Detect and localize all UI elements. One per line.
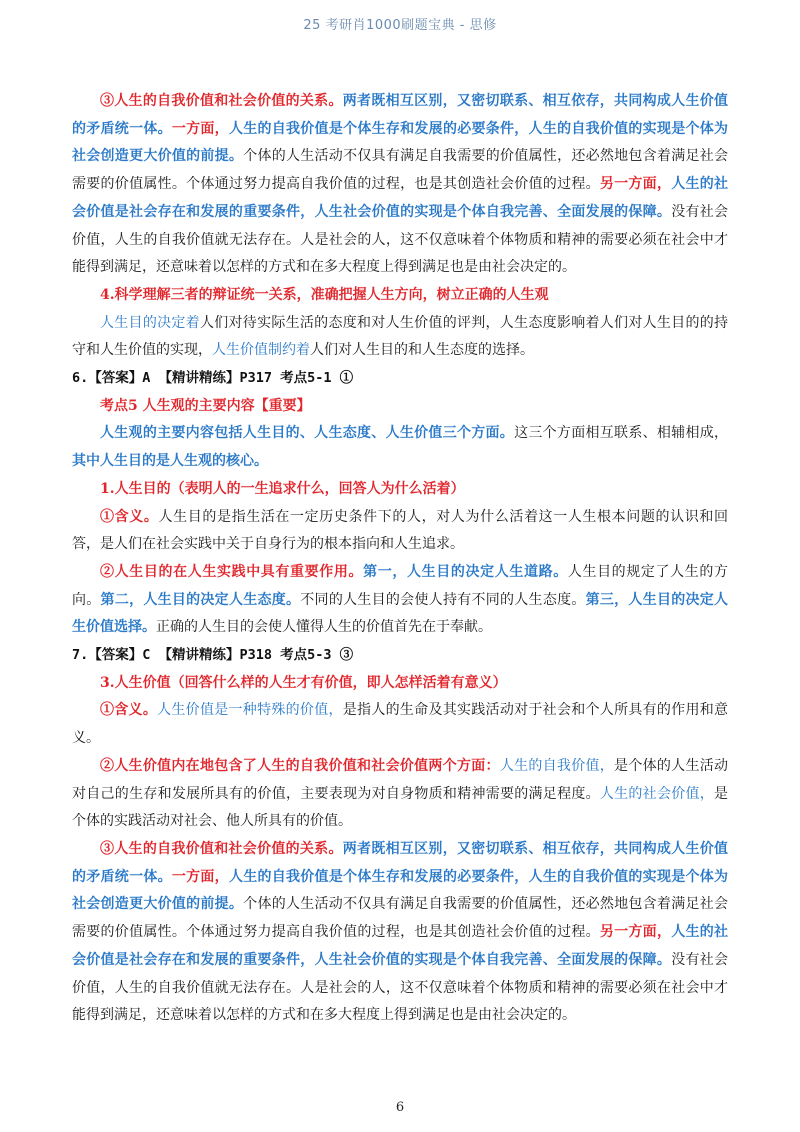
body-text: 是个体的实践活动对社会、他人所具有的价值。 bbox=[72, 785, 729, 830]
emphasis-text: 两者既相互区别，又密切联系、相互依存，共同构成人生价值的矛盾统一体。 bbox=[72, 840, 729, 885]
point-label: ②人生价值内在地包含了人生的自我价值和社会价值两个方面： bbox=[100, 757, 500, 774]
paragraph-purpose-role bbox=[72, 559, 728, 642]
point-label: 另一方面， bbox=[599, 924, 672, 941]
body-text: 正确的人生目的会使人懂得人生的价值首先在于奉献。 bbox=[156, 619, 492, 636]
emphasis-text: 人生的自我价值是个体生存和发展的必要条件，人生的自我价值的实现是个体为社会创造更大价值的前提。 bbox=[72, 120, 729, 165]
emphasis-text: 人生价值制约着 bbox=[212, 342, 310, 359]
body-text: 没有社会价值，人生的自我价值就无法存在。人是社会的人，这不仅意味着个体物质和精神的需要必须在社会中才能得到满足，还意味着以怎样的方式和在多大程度上得到满足也是由社会决定的。 bbox=[72, 203, 729, 276]
page-number: 6 bbox=[395, 1100, 405, 1115]
paragraph-value-two-aspects bbox=[72, 753, 728, 836]
point-label: ①含义。 bbox=[100, 508, 159, 525]
paragraph-outlook-intro bbox=[72, 420, 728, 475]
point-label: ③人生的自我价值和社会价值的关系。 bbox=[100, 93, 343, 109]
page-content bbox=[72, 88, 728, 1030]
body-text: 个体的人生活动不仅具有满足自我需要的价值属性，还必然地包含着满足社会需要的价值属性。个体通过努力提高自我价值的过程，也是其创造社会价值的过程。 bbox=[72, 896, 729, 941]
point-label: ②人生目的在人生实践中具有重要作用。 bbox=[100, 563, 364, 580]
kaodian-heading: 考点5 人生观的主要内容【重要】 bbox=[100, 397, 311, 414]
body-text: 人们对人生目的和人生态度的选择。 bbox=[310, 342, 534, 359]
point-label: 另一方面， bbox=[599, 176, 672, 193]
emphasis-text: 人生的社会价值是社会存在和发展的重要条件，人生社会价值的实现是个体自我完善、全面发展的保障。 bbox=[72, 176, 729, 220]
emphasis-text: 人生观的主要内容包括人生目的、人生态度、人生价值三个方面。 bbox=[100, 425, 515, 442]
body-text: 人生目的是指生活在一定历史条件下的人，对人为什么活着这一人生根本问题的认识和回答，是人们在社会实践中关于自身行为的根本指向和人生追求。 bbox=[72, 508, 729, 553]
point-label: 一方面， bbox=[171, 868, 229, 885]
subheading-purpose: 1.人生目的（表明人的一生追求什么，回答人为什么活着） bbox=[100, 480, 465, 497]
emphasis-text: 两者既相互区别，又密切联系、相互依存，共同构成人生价值的矛盾统一体。 bbox=[72, 93, 729, 137]
body-text: 不同的人生目的会使人持有不同的人生态度。 bbox=[300, 591, 586, 608]
paragraph-value-relation-1 bbox=[72, 88, 728, 282]
answer-line-7: 7.【答案】C 【精讲精练】P318 考点5-3 ③ bbox=[72, 647, 354, 664]
body-text: 人们对待实际生活的态度和对人生价值的评判，人生态度影响着人们对人生目的的持守和人生价值的实现， bbox=[72, 314, 728, 359]
paragraph-point-4 bbox=[72, 310, 728, 365]
body-text: 没有社会价值，人生的自我价值就无法存在。人是社会的人，这不仅意味着个体物质和精神的需要必须在社会中才能得到满足，还意味着以怎样的方式和在多大程度上得到满足也是由社会决定的。 bbox=[72, 951, 729, 1024]
emphasis-text: 人生的自我价值是个体生存和发展的必要条件，人生的自我价值的实现是个体为社会创造更大价值的前提。 bbox=[72, 868, 729, 913]
emphasis-text: 第二，人生目的决定人生态度。 bbox=[100, 591, 301, 608]
emphasis-text: 人生的社会价值是社会存在和发展的重要条件，人生社会价值的实现是个体自我完善、全面发展的保障。 bbox=[72, 924, 729, 968]
emphasis-text: 第三，人生目的决定人生价值选择。 bbox=[72, 591, 729, 636]
emphasis-text: 其中人生目的是人生观的核心。 bbox=[72, 453, 268, 470]
body-text: 是个体的人生活动对自己的生存和发展所具有的价值，主要表现为对自身物质和精神需要的满足程度。 bbox=[72, 757, 728, 802]
answer-line-6: 6.【答案】A 【精讲精练】P317 考点5-1 ① bbox=[72, 370, 354, 387]
paragraph-value-definition bbox=[72, 697, 728, 752]
body-text: 这三个方面相互联系、相辅相成， bbox=[514, 425, 728, 442]
subheading-value: 3.人生价值（回答什么样的人生才有价值，即人怎样活着有意义） bbox=[100, 674, 507, 691]
body-text: 是指人的生命及其实践活动对于社会和个人所具有的作用和意义。 bbox=[72, 702, 729, 747]
emphasis-text: 人生目的决定着 bbox=[100, 314, 200, 331]
paragraph-value-relation-2 bbox=[72, 836, 728, 1030]
emphasis-text: 人生价值是一种特殊的价值， bbox=[157, 702, 343, 719]
heading-point-4: 4.科学理解三者的辩证统一关系，准确把握人生方向，树立正确的人生观 bbox=[100, 286, 549, 303]
point-label: 一方面， bbox=[171, 120, 229, 137]
emphasis-text: 人生的自我价值， bbox=[499, 757, 615, 774]
point-label: ③人生的自我价值和社会价值的关系。 bbox=[100, 840, 343, 857]
emphasis-text: 人生的社会价值， bbox=[599, 785, 715, 802]
point-label: ①含义。 bbox=[100, 702, 158, 719]
emphasis-text: 第一，人生目的决定人生道路。 bbox=[363, 563, 568, 580]
body-text: 个体的人生活动不仅具有满足自我需要的价值属性，还必然地包含着满足社会需要的价值属性。个体通过努力提高自我价值的过程，也是其创造社会价值的过程。 bbox=[72, 148, 729, 193]
paragraph-purpose-definition bbox=[72, 504, 728, 559]
running-header: 25 考研肖1000刷题宝典 - 思修 bbox=[303, 18, 497, 33]
body-text: 人生目的规定了人生的方向。 bbox=[72, 563, 729, 608]
